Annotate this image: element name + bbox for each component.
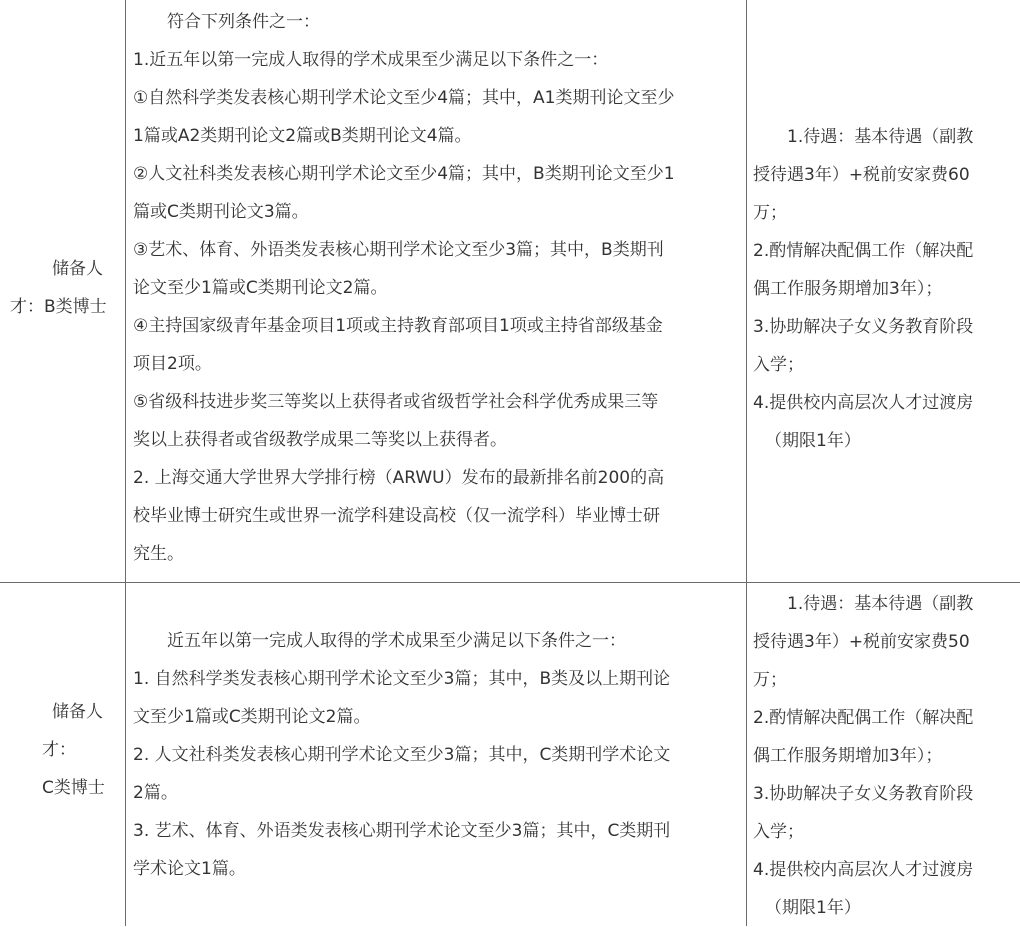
condition-line: 究生。 [133, 544, 184, 564]
condition-line: 2. 人文社科类发表核心期刊学术论文至少3篇；其中，C类期刊学术论文 [133, 745, 671, 765]
condition-line: ②人文社科类发表核心期刊学术论文至少4篇；其中，B类期刊论文至少1 [133, 164, 675, 184]
row-2-category-line: 才： [42, 740, 76, 760]
condition-line: 文至少1篇或C类期刊论文2篇。 [133, 707, 371, 727]
condition-line: 2篇。 [133, 783, 178, 803]
condition-line: 3. 艺术、体育、外语类发表核心期刊学术论文至少3篇；其中，C类期刊 [133, 821, 671, 841]
row-2-category [10, 693, 122, 807]
condition-line: 论文至少1篇或C类期刊论文2篇。 [133, 278, 388, 298]
condition-line: 符合下列条件之一： [167, 12, 320, 32]
row-1-category-line: 才：B类博士 [10, 297, 107, 317]
benefit-line: 授待遇3年）+税前安家费50 [753, 632, 970, 652]
condition-line: 学术论文1篇。 [133, 859, 246, 879]
benefit-line: 偶工作服务期增加3年）； [753, 279, 943, 299]
benefit-line: 2.酌情解决配偶工作（解决配 [753, 708, 974, 728]
benefit-line: 入学； [753, 355, 804, 375]
row-1-conditions [133, 3, 743, 573]
column-divider-1 [125, 0, 126, 926]
benefit-line: 2.酌情解决配偶工作（解决配 [753, 241, 974, 261]
condition-line: 校毕业博士研究生或世界一流学科建设高校（仅一流学科）毕业博士研 [133, 506, 660, 526]
row-1-category [10, 250, 122, 326]
row-2-category-line: C类博士 [42, 778, 105, 798]
condition-line: 奖以上获得者或省级教学成果二等奖以上获得者。 [133, 430, 507, 450]
benefit-line: 3.协助解决子女义务教育阶段 [753, 317, 974, 337]
condition-line: 1篇或A2类期刊论文2篇或B类期刊论文4篇。 [133, 126, 472, 146]
row-1-category-line: 储备人 [52, 259, 103, 279]
condition-line: 1.近五年以第一完成人取得的学术成果至少满足以下条件之一： [133, 50, 609, 70]
benefit-line: 偶工作服务期增加3年）； [753, 746, 943, 766]
condition-line: 1. 自然科学类发表核心期刊学术论文至少3篇；其中，B类及以上期刊论 [133, 669, 671, 689]
row-2-benefits [753, 585, 1015, 927]
benefit-line: 3.协助解决子女义务教育阶段 [753, 784, 974, 804]
benefit-line: 4.提供校内高层次人才过渡房 [753, 860, 974, 880]
condition-line: 项目2项。 [133, 354, 212, 374]
condition-line: ⑤省级科技进步奖三等奖以上获得者或省级哲学社会科学优秀成果三等 [133, 392, 659, 412]
benefit-line: 1.待遇：基本待遇（副教 [787, 127, 974, 147]
benefit-line: （期限1年） [765, 898, 861, 918]
row-2-conditions [133, 622, 743, 888]
column-divider-2 [746, 0, 747, 926]
benefit-line: 1.待遇：基本待遇（副教 [787, 594, 974, 614]
condition-line: 近五年以第一完成人取得的学术成果至少满足以下条件之一： [167, 631, 626, 651]
benefit-line: 万； [753, 203, 787, 223]
condition-line: 篇或C类期刊论文3篇。 [133, 202, 309, 222]
benefit-line: 授待遇3年）+税前安家费60 [753, 165, 970, 185]
condition-line: 2. 上海交通大学世界大学排行榜（ARWU）发布的最新排名前200的高 [133, 468, 665, 488]
condition-line: ①自然科学类发表核心期刊学术论文至少4篇；其中，A1类期刊论文至少 [133, 88, 675, 108]
benefit-line: 万； [753, 670, 787, 690]
row-1-benefits [753, 118, 1015, 460]
condition-line: ③艺术、体育、外语类发表核心期刊学术论文至少3篇；其中，B类期刊 [133, 240, 664, 260]
row-divider [0, 582, 1020, 583]
benefit-line: 入学； [753, 822, 804, 842]
row-2-category-line: 储备人 [52, 702, 103, 722]
condition-line: ④主持国家级青年基金项目1项或主持教育部项目1项或主持省部级基金 [133, 316, 663, 336]
benefit-line: 4.提供校内高层次人才过渡房 [753, 393, 974, 413]
benefit-line: （期限1年） [765, 431, 861, 451]
